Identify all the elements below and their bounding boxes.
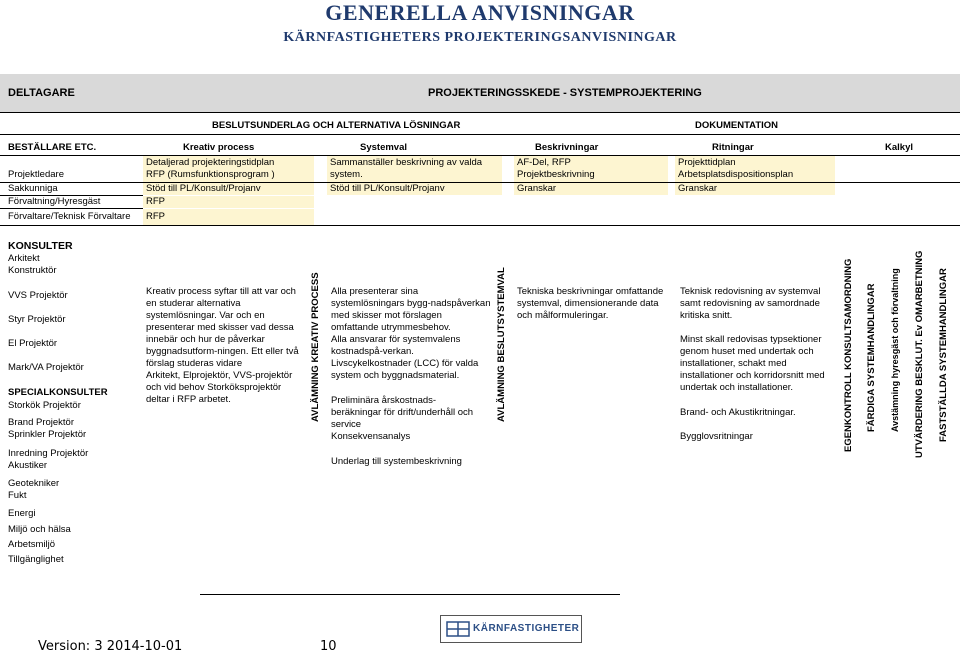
yellow-text: Detaljerad projekteringstidplan (146, 157, 275, 168)
divider (0, 182, 960, 183)
role: Projektledare (8, 169, 64, 180)
konsult-item: Arkitekt (8, 253, 40, 264)
vertical-label: FASTSTÄLLDA SYSTEMHANDLINGAR (938, 268, 949, 442)
page-subtitle: KÄRNFASTIGHETERS PROJEKTERINGSANVISNINGAR (283, 30, 677, 45)
konsult-item: Energi (8, 508, 36, 519)
yellow-text: Arbetsplatsdispositionsplan (678, 169, 794, 180)
divider (0, 195, 143, 196)
yellow-text: Granskar (678, 183, 718, 194)
konsult-item: Fukt (8, 490, 27, 501)
logo-text: KÄRNFASTIGHETER (473, 623, 580, 634)
systemval-text: Preliminära årskostnads-beräkningar för drift/underhåll och service (331, 395, 474, 430)
vertical-label: FÄRDIGA SYSTEMHANDLINGAR (866, 283, 877, 432)
beskr-text: Tekniska beskrivningar omfattande systemval, dimensionerande data och målformuleringar. (517, 286, 664, 321)
company-logo (440, 615, 582, 643)
footer-rule (200, 594, 620, 595)
vertical-label: EGENKONTROLL KONSULTSAMORDNING (843, 258, 854, 452)
divider (0, 225, 960, 226)
yellow-text: Stöd till PL/Konsult/Projanv (146, 183, 261, 194)
kreativ-text: Kreativ process syftar till att var och en studerar alternativa systemlösningar. Var och en presenterar med skisser vad dessa innebär och hur de påverkar byggnadsutform-ningen. Ett eller två förslag studeras vidare (146, 286, 299, 369)
konsult-item: El Projektör (8, 338, 58, 349)
yellow-text: system. (330, 169, 363, 180)
group-beslut: BESLUTSUNDERLAG OCH ALTERNATIVA LÖSNINGAR (212, 120, 461, 131)
yellow-text: RFP (146, 196, 165, 207)
konsulter-title: KONSULTER (8, 240, 73, 252)
yellow-text: Projekttidplan (678, 157, 736, 168)
yellow-text: RFP (146, 211, 165, 222)
kreativ-cell (143, 196, 314, 208)
divider (0, 134, 960, 135)
konsult-item: Inredning Projektör (8, 448, 89, 459)
yellow-text: Projektbeskrivning (517, 169, 595, 180)
rit-text: Minst skall redovisas typsektioner genom huset med undertak och installationer, schakt med installationer och korridorsnitt med undertak och installationer. (680, 334, 825, 393)
col-systemval: Systemval (360, 142, 408, 153)
role: Förvaltare/Teknisk Förvaltare (8, 211, 131, 222)
special-title: SPECIALKONSULTER (8, 387, 108, 398)
group-dokumentation: DOKUMENTATION (695, 120, 779, 131)
systemval-text: Konsekvensanalys (331, 431, 411, 442)
rit-text: Brand- och Akustikritningar. (680, 407, 796, 418)
konsult-item: Brand Projektör (8, 417, 75, 428)
logo-icon (445, 618, 473, 640)
col-beskrivningar: Beskrivningar (535, 142, 599, 153)
konsult-item: Arbetsmiljö (8, 539, 55, 550)
konsult-item: VVS Projektör (8, 290, 68, 301)
version-text: Version: 3 2014-10-01 (38, 639, 183, 654)
divider (0, 112, 960, 113)
yellow-text: Granskar (517, 183, 557, 194)
vertical-label: AVLÄMNING KREATIV PROCESS (310, 272, 321, 422)
systemval-text: Alla ansvarar för systemvalens kostnadspå-verkan. Livscykelkostnader (LCC) för valda system och byggnadsmaterial. (331, 334, 479, 381)
systemval-text: Underlag till systembeskrivning (331, 456, 462, 467)
rit-text: Teknisk redovisning av systemval samt redovisning av samordnade kritiska snitt. (680, 286, 821, 321)
konsult-item: Geotekniker (8, 478, 60, 489)
role: Förvaltning/Hyresgäst (8, 196, 101, 207)
kreativ-cell (143, 209, 314, 225)
band-left-label: DELTAGARE (8, 87, 75, 99)
page-number: 10 (320, 639, 337, 654)
yellow-text: Sammanställer beskrivning av valda (330, 157, 483, 168)
role: Sakkunniga (8, 183, 58, 194)
rit-text: Bygglovsritningar (680, 431, 753, 442)
konsult-item: Sprinkler Projektör (8, 429, 87, 440)
konsult-item: Styr Projektör (8, 314, 66, 325)
band-right-label: PROJEKTERINGSSKEDE - SYSTEMPROJEKTERING (428, 87, 702, 99)
col-kalkyl: Kalkyl (885, 142, 913, 153)
col-kreativ: Kreativ process (183, 142, 255, 153)
konsult-item: Akustiker (8, 460, 48, 471)
konsult-item: Storkök Projektör (8, 400, 81, 411)
vertical-label: UTVÄRDERING BESKLUT. Ev OMARBETNING (914, 250, 925, 458)
systemval-text: Alla presenterar sina systemlösningars bygg-nadspåverkan med skisser mot förslagen omfattande utrymmesbehov. (331, 286, 491, 333)
col-bestallare: BESTÄLLARE ETC. (8, 142, 97, 153)
page-title: GENERELLA ANVISNINGAR (325, 0, 635, 25)
konsult-item: Miljö och hälsa (8, 524, 71, 535)
konsult-item: Mark/VA Projektör (8, 362, 84, 373)
yellow-text: RFP (Rumsfunktionsprogram ) (146, 169, 275, 180)
divider (0, 208, 143, 209)
vertical-label: AVLÄMNING BESLUTSYSTEMVAL (496, 267, 507, 422)
konsult-item: Tillgänglighet (8, 554, 64, 565)
yellow-text: Stöd till PL/Konsult/Projanv (330, 183, 445, 194)
kreativ-text: Arkitekt, Elprojektör, VVS-projektör och vid behov Storköksprojektör deltar i RFP arbetet. (146, 370, 293, 405)
col-ritningar: Ritningar (712, 142, 754, 153)
vertical-label: Avstämning hyresgäst och förvaltning (890, 268, 900, 432)
yellow-text: AF-Del, RFP (517, 157, 571, 168)
konsult-item: Konstruktör (8, 265, 57, 276)
